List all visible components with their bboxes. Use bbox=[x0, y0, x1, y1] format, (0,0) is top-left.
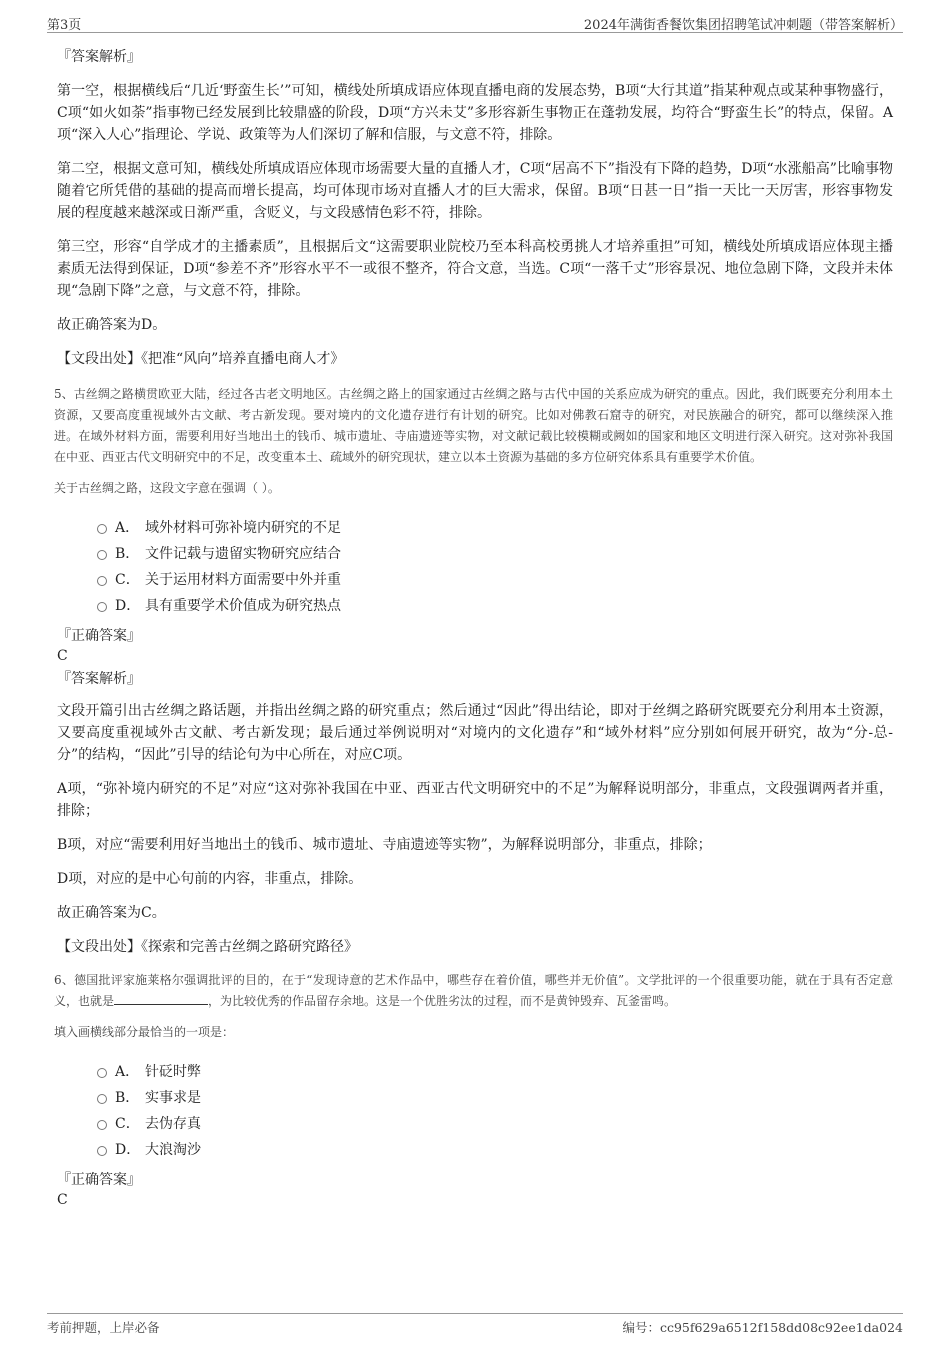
option-d[interactable]: D． 具有重要学术价值成为研究热点 bbox=[97, 595, 893, 621]
radio-icon[interactable] bbox=[97, 1094, 107, 1104]
question-6-stem: 6、德国批评家施莱格尔强调批评的目的，在于“发现诗意的艺术作品中，哪些存在着价值，哪些并无价值”。文学批评的一个很重要功能，就在于具有否定意义，也就是 ，为比较优秀的作品留存余地。这是一个优胜劣汰的过程，而不是黄钟毁弃、瓦釜雷鸣。 bbox=[54, 973, 893, 1008]
analysis-paragraph: B项，对应“需要利用好当地出土的钱币、城市遗址、寺庙遗迹等实物”，为解释说明部分，非重点，排除； bbox=[57, 837, 712, 853]
question-5-stem: 5、古丝绸之路横贯欧亚大陆，经过各古老文明地区。古丝绸之路上的国家通过古丝绸之路与古代中国的关系应成为研究的重点。因此，我们既要充分利用本土资源，又要高度重视域外古文献、考古新发现。要对境内的文化遗存进行有计划的研究。比如对佛教石窟寺的研究，对民族融合的研究，都可以继续深入推进。在域外材料方面，需要利用好当地出土的钱币、城市遗址、寺庙遗迹等实物，对文献记载比较模糊或阙如的国家和地区文明进行深入研究。这对弥补我国在中亚、西亚古代文明研究中的不足，改变重本土、疏域外的研究现状，建立以本土资源为基础的多方位研究体系具有重要学术价值。 bbox=[54, 387, 893, 464]
analysis-paragraph: D项，对应的是中心句前的内容，非重点，排除。 bbox=[57, 871, 363, 887]
correct-answer: C bbox=[57, 1192, 68, 1208]
analysis-paragraph: 第三空，形容“自学成才的主播素质”，且根据后文“这需要职业院校乃至本科高校勇挑人才培养重担”可知，横线处所填成语应体现主播素质无法得到保证，D项“参差不齐”形容水平不一或很不整齐，符合文意，当选。C项“一落千丈”形容景况、地位急剧下降，文段并未体现“急剧下降”之意，与文意不符，排除。 bbox=[57, 239, 893, 299]
option-b[interactable]: B． 文件记载与遗留实物研究应结合 bbox=[97, 543, 893, 569]
document-code: 编号：cc95f629a6512f158dd08c92ee1da024 bbox=[622, 1320, 903, 1335]
radio-icon[interactable] bbox=[97, 524, 107, 534]
analysis-paragraph: 文段开篇引出古丝绸之路话题，并指出丝绸之路的研究重点；然后通过“因此”得出结论，即对于丝绸之路研究既要充分利用本土资源，又要高度重视域外古文献、考古新发现；最后通过举例说明对“对境内的文化遗存”和“域外材料”应分别如何展开研究，故为“分-总-分”的结构，“因此”引导的结论句为中心所在，对应C项。 bbox=[57, 703, 893, 763]
radio-icon[interactable] bbox=[97, 550, 107, 560]
analysis-label: 『答案解析』 bbox=[57, 49, 141, 65]
radio-icon[interactable] bbox=[97, 602, 107, 612]
option-a[interactable]: A． 域外材料可弥补境内研究的不足 bbox=[97, 517, 893, 543]
analysis-conclusion: 故正确答案为C。 bbox=[57, 905, 166, 921]
option-a[interactable]: A． 针砭时弊 bbox=[97, 1061, 893, 1087]
correct-answer: C bbox=[57, 648, 68, 664]
page-header bbox=[47, 14, 903, 33]
fill-blank bbox=[114, 991, 208, 1005]
option-d[interactable]: D． 大浪淘沙 bbox=[97, 1139, 893, 1165]
document-title: 2024年满街香餐饮集团招聘笔试冲刺题（带答案解析） bbox=[583, 18, 903, 33]
analysis-paragraph: A项，“弥补境内研究的不足”对应“这对弥补我国在中亚、西亚古代文明研究中的不足”为解释说明部分，非重点，文段强调两者并重，排除； bbox=[57, 781, 893, 819]
page-content bbox=[54, 46, 893, 1212]
analysis-paragraph: 第一空，根据横线后“几近‘野蛮生长’”可知，横线处所填成语应体现直播电商的发展态势，B项“大行其道”指某种观点或某种事物盛行，C项“如火如荼”指事物已经发展到比较鼎盛的阶段，D项“方兴未艾”多形容新生事物正在蓬勃发展，均符合“野蛮生长”的特点，保留。A项“深入人心”指理论、学说、政策等为人们深切了解和信服，与文意不符，排除。 bbox=[57, 83, 893, 143]
page-footer bbox=[47, 1313, 903, 1335]
radio-icon[interactable] bbox=[97, 576, 107, 586]
analysis-label: 『答案解析』 bbox=[57, 671, 141, 687]
radio-icon[interactable] bbox=[97, 1120, 107, 1130]
page-number: 第3页 bbox=[47, 18, 82, 33]
option-b[interactable]: B． 实事求是 bbox=[97, 1087, 893, 1113]
option-c[interactable]: C． 关于运用材料方面需要中外并重 bbox=[97, 569, 893, 595]
footer-slogan: 考前押题，上岸必备 bbox=[47, 1320, 160, 1335]
analysis-conclusion: 故正确答案为D。 bbox=[57, 317, 167, 333]
correct-answer-label: 『正确答案』 bbox=[57, 628, 141, 644]
passage-source: 【文段出处】《把准“风向”培养直播电商人才》 bbox=[57, 351, 345, 367]
question-6-prompt: 填入画横线部分最恰当的一项是： bbox=[54, 1025, 235, 1039]
question-5-prompt: 关于古丝绸之路，这段文字意在强调（ ）。 bbox=[54, 481, 280, 495]
correct-answer-label: 『正确答案』 bbox=[57, 1172, 141, 1188]
radio-icon[interactable] bbox=[97, 1068, 107, 1078]
radio-icon[interactable] bbox=[97, 1146, 107, 1156]
option-c[interactable]: C． 去伪存真 bbox=[97, 1113, 893, 1139]
analysis-paragraph: 第二空，根据文意可知，横线处所填成语应体现市场需要大量的直播人才，C项“居高不下”指没有下降的趋势，D项“水涨船高”比喻事物随着它所凭借的基础的提高而增长提高，均可体现市场对直播人才的巨大需求，保留。B项“日甚一日”指一天比一天厉害，形容事物发展的程度越来越深或日渐严重，含贬义，与文段感情色彩不符，排除。 bbox=[57, 161, 893, 221]
passage-source: 【文段出处】《探索和完善古丝绸之路研究路径》 bbox=[57, 939, 358, 955]
